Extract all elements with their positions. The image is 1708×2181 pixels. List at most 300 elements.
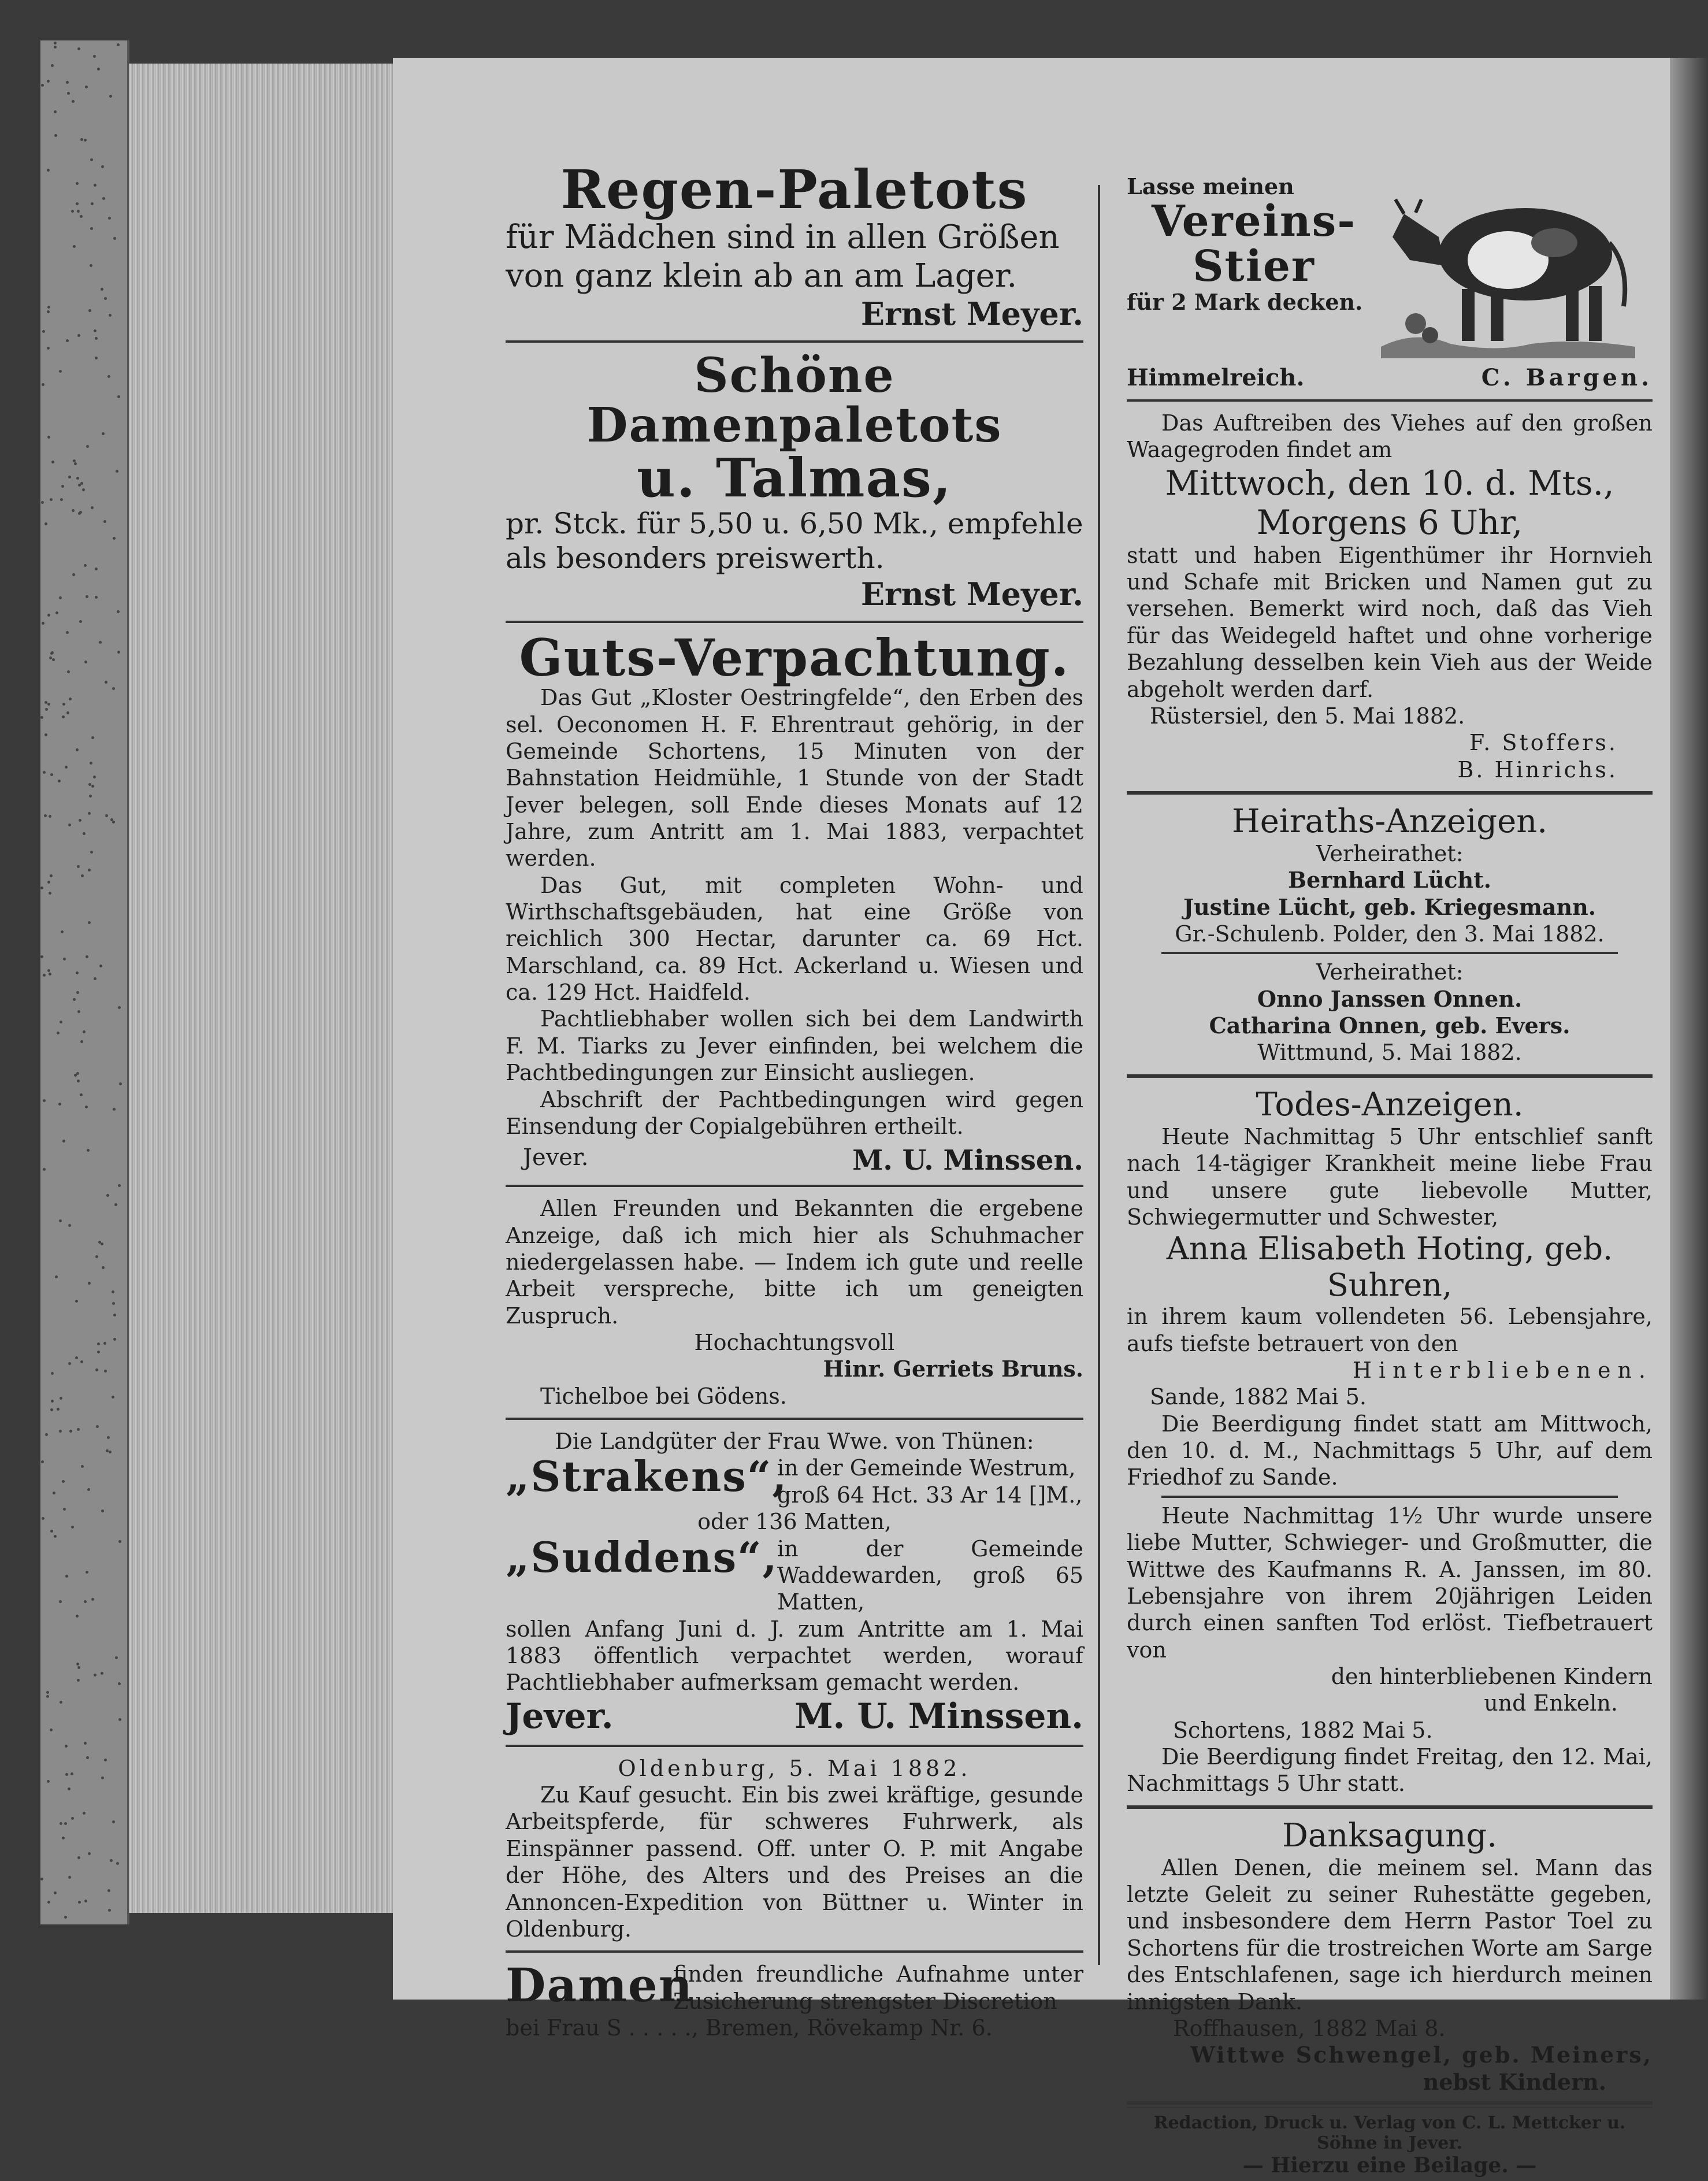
divider [506, 1418, 1083, 1420]
divider [506, 621, 1083, 623]
cover-speck [66, 631, 69, 634]
cover-speck [88, 812, 91, 815]
section-danksagung [1127, 1817, 1653, 2095]
ad-zu-kauf [506, 1755, 1083, 1943]
cover-speck [54, 134, 57, 137]
cover-speck [75, 1356, 78, 1359]
ad-paragraph: Das Auftreiben des Viehes auf den großen Waagegroden findet am [1127, 410, 1653, 463]
cover-speck [51, 1400, 54, 1403]
person-name: Catharina Onnen, geb. Evers. [1209, 1012, 1570, 1039]
ad-viehauftrieb [1127, 410, 1653, 783]
cover-speck [41, 84, 44, 87]
ad-title: Schöne Damenpaletots [586, 347, 1002, 454]
cover-speck [51, 461, 54, 463]
cover-speck [98, 1241, 101, 1244]
cover-speck [42, 1517, 44, 1520]
ad-signature: Wittwe Schwengel, geb. Meiners, [1190, 2042, 1653, 2068]
ad-date: Morgens 6 Uhr, [1256, 502, 1523, 542]
cover-speck [87, 1488, 90, 1491]
ad-signature: den hinterbliebenen Kindern [1331, 1663, 1653, 1689]
cover-speck [84, 1742, 87, 1745]
cover-speck [112, 1396, 114, 1399]
cover-speck [117, 395, 120, 398]
cover-speck [76, 748, 79, 751]
cover-speck [67, 92, 70, 95]
cover-speck [70, 1772, 73, 1775]
cover-speck [69, 1430, 72, 1433]
cover-speck [91, 736, 94, 739]
cover-speck [109, 1451, 112, 1453]
ad-title: Regen-Paletots [560, 158, 1028, 221]
cover-speck [91, 785, 94, 788]
cover-speck [88, 1852, 91, 1855]
ad-paragraph: Die Beerdigung findet statt am Mittwoch, den 10. d. M., Nachmittags 5 Uhr, auf dem Friedhof zu Sande. [1127, 1411, 1653, 1490]
ad-paragraph: statt und haben Eigenthümer ihr Hornvieh und Schafe mit Bricken und Namen gut zu versehen. Bemerkt wird noch, daß das Vieh für das Weidegeld haftet und ohne vorherige Bezahlung desselben kein Vieh aus der Weide abgeholt werden darf. [1127, 542, 1653, 702]
ad-signature: Ernst Meyer. [860, 295, 1083, 332]
estate-desc: in der Gemeinde Westrum, [777, 1455, 1076, 1481]
cover-speck [117, 651, 120, 654]
cover-speck [88, 309, 91, 312]
ad-title: Guts-Verpachtung. [519, 627, 1070, 688]
cover-speck [90, 227, 93, 230]
cover-speck [72, 509, 75, 512]
cover-speck [65, 766, 68, 769]
cover-speck [115, 1656, 118, 1659]
cover-speck [112, 1290, 114, 1293]
cover-speck [47, 310, 50, 313]
cover-speck [55, 1275, 58, 1278]
bull-icon [1381, 173, 1635, 364]
ad-date: Mittwoch, den 10. d. Mts., [1165, 463, 1614, 503]
cover-speck [62, 715, 65, 718]
cover-speck [51, 651, 54, 654]
cover-speck [65, 1745, 68, 1748]
cover-speck [76, 202, 79, 205]
cover-speck [47, 169, 50, 172]
cover-speck [84, 139, 87, 142]
ad-vereins-stier [1127, 173, 1653, 391]
cover-speck [47, 1901, 50, 1904]
cover-speck [62, 703, 65, 706]
cover-speck [104, 297, 107, 300]
cover-speck [47, 80, 50, 83]
cover-speck [97, 1351, 100, 1353]
cover-speck [59, 1600, 62, 1603]
estate-desc: in der Gemeinde Waddewarden, groß 65 Matten, [777, 1535, 1083, 1615]
cover-speck [109, 314, 112, 317]
cover-speck [95, 337, 98, 340]
ad-dateline: Oldenburg, 5. Mai 1882. [618, 1755, 971, 1781]
cover-speck [47, 347, 50, 350]
ad-paragraph: Die Beerdigung findet Freitag, den 12. Mai, Nachmittags 5 Uhr statt. [1127, 1744, 1653, 1797]
column-rule [1098, 185, 1100, 1965]
cover-speck [83, 1030, 86, 1033]
ad-signature: und Enkeln. [1484, 1690, 1618, 1716]
divider [506, 340, 1083, 343]
cover-speck [54, 1535, 57, 1538]
cover-speck [77, 1010, 80, 1013]
cover-speck [53, 1492, 55, 1494]
ad-paragraph: Pachtliebhaber wollen sich bei dem Landwirth F. M. Tiarks zu Jever einfinden, bei welchem die Pachtbedingungen zur Einsicht ausliegen. [506, 1006, 1083, 1086]
cover-speck [59, 596, 62, 599]
cover-speck [99, 965, 102, 967]
cover-speck [86, 445, 89, 448]
ad-intro: Die Landgüter der Frau Wwe. von Thünen: [555, 1429, 1034, 1455]
ad-signature: M. U. Minssen. [794, 1696, 1083, 1737]
cover-speck [50, 773, 53, 776]
cover-speck [118, 1184, 121, 1187]
cover-speck [113, 1314, 116, 1316]
ad-signature: Ernst Meyer. [860, 575, 1083, 613]
cover-speck [47, 306, 50, 309]
cover-speck [42, 383, 44, 386]
cover-speck [113, 1338, 116, 1341]
ad-paragraph: Heute Nachmittag 5 Uhr entschlief sanft nach 14-tägiger Krankheit meine liebe Frau und unsere gute liebevolle Mutter, Schwiegermutter und Schwester, [1127, 1123, 1653, 1230]
ad-place: Jever. [506, 1696, 614, 1737]
cover-speck [75, 1300, 78, 1303]
ad-title: Damen [506, 1958, 693, 2013]
book-cover-edge [40, 40, 129, 1924]
cover-speck [84, 661, 87, 663]
cover-speck [97, 68, 100, 71]
cover-speck [60, 1397, 62, 1400]
cover-speck [72, 573, 75, 576]
cover-speck [67, 670, 70, 673]
cover-speck [112, 1302, 115, 1305]
cover-speck [41, 501, 44, 504]
cover-speck [116, 1862, 119, 1865]
cover-speck [47, 703, 50, 706]
cover-speck [45, 708, 48, 711]
divider [1127, 791, 1653, 795]
ad-paragraph: finden freundliche Aufnahme unter Zusicherung strengster Discretion [673, 1961, 1083, 2014]
cover-speck [103, 1342, 106, 1345]
cover-speck [84, 1600, 87, 1603]
cover-speck [119, 1082, 122, 1085]
cover-speck [66, 711, 69, 714]
cover-speck [88, 921, 91, 924]
cover-speck [43, 1168, 46, 1171]
ad-schuhmacher [506, 1195, 1083, 1410]
cover-speck [60, 498, 63, 501]
cover-speck [93, 55, 96, 58]
cover-speck [72, 100, 75, 103]
divider [1127, 2101, 1653, 2105]
cover-speck [97, 1342, 100, 1345]
cover-speck [76, 1663, 79, 1666]
ad-paragraph: bei Frau S . . . . ., Bremen, Rövekamp Nr. 6. [506, 2015, 993, 2041]
ad-dateline: Roffhausen, 1882 Mai 8. [1173, 2015, 1446, 2041]
ad-paragraph: Allen Denen, die meinem sel. Mann das letzte Geleit zu seiner Ruhestätte gegeben, und insbesondere dem Herrn Pastor Toel zu Schortens für die trostreichen Worte am Sarge des Entschlafenen, sage ich hierdurch meinen innigsten Dank. [1127, 1854, 1653, 2015]
cover-speck [61, 485, 64, 488]
cover-speck [118, 1682, 121, 1685]
cover-speck [83, 832, 86, 835]
cover-speck [64, 1916, 67, 1919]
cover-speck [94, 329, 96, 332]
cover-speck [107, 375, 110, 378]
cover-speck [68, 824, 71, 826]
ad-line: Lasse meinen [1127, 173, 1294, 199]
cover-speck [52, 658, 55, 661]
ad-place: Tichelboe bei Gödens. [540, 1383, 787, 1409]
cover-speck [60, 1021, 62, 1023]
cover-speck [118, 1718, 121, 1721]
cover-speck [76, 1072, 79, 1075]
cover-speck [74, 462, 77, 465]
cover-speck [50, 1530, 53, 1533]
cover-speck [101, 1776, 104, 1779]
cover-speck [65, 1773, 68, 1776]
cover-speck [47, 1780, 50, 1783]
divider [1127, 2107, 1653, 2108]
divider [1161, 1496, 1618, 1498]
divider [506, 1185, 1083, 1187]
cover-speck [106, 1194, 109, 1197]
cover-speck [79, 620, 82, 623]
ad-title: Vereins- [1151, 196, 1357, 246]
cover-speck [85, 86, 88, 88]
cover-speck [68, 1224, 71, 1227]
cover-speck [108, 1909, 111, 1912]
cover-speck [76, 971, 79, 974]
cover-speck [84, 1900, 87, 1902]
ad-line: für Mädchen sind in allen Größen [506, 218, 1060, 256]
cover-speck [77, 334, 80, 337]
cover-speck [61, 930, 64, 933]
cover-speck [50, 1408, 53, 1411]
cover-speck [58, 1103, 61, 1106]
person-name: Anna Elisabeth Hoting, geb. Suhren, [1166, 1230, 1613, 1304]
cover-speck [91, 1598, 94, 1601]
cover-speck [101, 288, 103, 291]
cover-speck [113, 537, 116, 540]
cover-speck [76, 1615, 79, 1618]
cover-speck [71, 1817, 74, 1820]
cover-speck [90, 851, 93, 854]
cover-speck [85, 1106, 88, 1108]
cover-speck [49, 815, 51, 818]
cover-speck [80, 1040, 83, 1043]
cover-speck [57, 1408, 60, 1411]
cover-speck [95, 1368, 98, 1371]
cover-speck [69, 698, 72, 700]
cover-speck [101, 165, 104, 168]
cover-speck [66, 81, 69, 84]
cover-speck [77, 47, 80, 50]
cover-speck [42, 622, 44, 625]
cover-speck [108, 217, 111, 220]
divider [1127, 1805, 1653, 1809]
ad-dateline: Rüstersiel, den 5. Mai 1882. [1150, 703, 1465, 729]
cover-speck [59, 1219, 62, 1222]
cover-speck [78, 484, 81, 487]
cover-speck [65, 1575, 68, 1578]
cover-speck [60, 1822, 62, 1825]
cover-speck [118, 1540, 121, 1543]
cover-speck [104, 1370, 107, 1373]
cover-speck [113, 237, 116, 240]
ad-place: Jever. [523, 1144, 589, 1171]
cover-speck [110, 1859, 113, 1862]
cover-speck [90, 762, 92, 765]
cover-speck [112, 1820, 115, 1823]
cover-speck [105, 681, 107, 684]
cover-speck [80, 1360, 83, 1363]
section-title: Danksagung. [1282, 1816, 1498, 1854]
cover-speck [78, 512, 81, 515]
cover-speck [54, 110, 57, 113]
cover-speck [104, 1759, 107, 1761]
cover-speck [46, 1695, 49, 1698]
cover-speck [102, 197, 105, 200]
cover-speck [43, 1099, 46, 1102]
divider [1127, 1074, 1653, 1078]
cover-speck [101, 1672, 103, 1675]
ad-dateline: Gr.-Schulenb. Polder, den 3. Mai 1882. [1175, 921, 1605, 947]
cover-speck [47, 436, 50, 439]
newspaper-page [393, 58, 1670, 2178]
cover-speck [62, 1140, 65, 1143]
cover-speck [68, 476, 71, 479]
ad-paragraph: Abschrift der Pachtbedingungen wird gegen Einsendung der Copialgebühren ertheilt. [506, 1086, 1083, 1139]
ad-place: Himmelreich. [1127, 364, 1305, 391]
ad-guts-verpachtung [506, 627, 1083, 1177]
cover-speck [54, 46, 57, 49]
estate-desc: groß 64 Hct. 33 Ar 14 []M., [777, 1482, 1083, 1508]
ad-line: für 2 Mark decken. [1127, 289, 1363, 316]
cover-speck [88, 1282, 91, 1285]
ad-signature: F. Stoffers. [1469, 730, 1618, 756]
ad-signature: M. U. Minssen. [852, 1144, 1083, 1177]
divider [506, 1745, 1083, 1747]
cover-speck [93, 776, 96, 778]
cover-speck [51, 64, 54, 67]
cover-speck [50, 874, 53, 877]
ad-signature: Hinr. Gerriets Bruns. [823, 1356, 1083, 1382]
cover-speck [95, 357, 98, 359]
ad-line: als besonders preiswerth. [506, 541, 885, 575]
cover-speck [84, 564, 87, 567]
section-label: Verheirathet: [1316, 840, 1464, 866]
cover-speck [43, 771, 46, 774]
cover-speck [77, 1679, 80, 1682]
right-column [1127, 173, 1653, 2181]
cover-speck [76, 991, 79, 994]
cover-speck [54, 1891, 57, 1894]
cover-speck [87, 1149, 90, 1152]
section-label: Verheirathet: [1316, 959, 1464, 985]
cover-speck [76, 182, 79, 185]
ad-paragraph: Heute Nachmittag 1½ Uhr wurde unsere liebe Mutter, Schwieger- und Großmutter, die Wittwe des Kaufmanns R. A. Janssen, im 80. Lebensjahre von ihrem 20jährigen Leiden durch einen sanften Tod erlöst. Tiefbetrauert von [1127, 1503, 1653, 1663]
cover-speck [44, 814, 47, 817]
cover-speck [50, 498, 53, 501]
cover-speck [80, 138, 83, 141]
section-todes [1127, 1086, 1653, 1797]
cover-speck [107, 1436, 110, 1439]
section-title: Todes-Anzeigen. [1256, 1085, 1524, 1123]
ad-line: von ganz klein ab an am Lager. [506, 257, 1018, 295]
cover-speck [59, 1430, 62, 1433]
page-gutter-shadow [1670, 58, 1708, 2000]
cover-speck [47, 969, 50, 972]
cover-speck [86, 1756, 89, 1759]
cover-speck [49, 656, 52, 659]
ad-signature: Hinterbliebenen. [1352, 1357, 1653, 1383]
cover-speck [118, 1006, 121, 1009]
cover-speck [91, 506, 94, 509]
cover-speck [103, 520, 106, 523]
cover-speck [117, 43, 120, 46]
cover-speck [110, 818, 113, 821]
divider [1127, 399, 1653, 402]
ad-line: pr. Stck. für 5,50 u. 6,50 Mk., empfehle [506, 506, 1083, 540]
ad-paragraph: Allen Freunden und Bekannten die ergebene Anzeige, daß ich mich hier als Schuhmacher niedergelassen habe. — Indem ich gute und reelle Arbeit verspreche, bitte ich um geneigten Zuspruch. [506, 1196, 1083, 1329]
cover-speck [83, 1812, 86, 1815]
estate-name: „Suddens“, [506, 1532, 778, 1582]
cover-speck [47, 614, 50, 617]
cover-speck [76, 477, 79, 480]
cover-speck [109, 95, 112, 98]
cover-speck [63, 1508, 66, 1511]
cover-speck [86, 595, 88, 598]
cover-speck [89, 795, 92, 798]
cover-speck [86, 955, 88, 958]
page-stack [127, 64, 395, 1913]
cover-speck [102, 1266, 105, 1269]
cover-speck [55, 611, 58, 614]
cover-speck [94, 184, 96, 187]
cover-speck [117, 610, 120, 613]
cover-speck [77, 1428, 80, 1431]
cover-speck [95, 596, 98, 599]
cover-speck [79, 819, 81, 822]
cover-speck [49, 892, 51, 895]
divider [1161, 952, 1618, 954]
cover-speck [58, 780, 61, 782]
cover-speck [64, 1822, 67, 1825]
cover-speck [80, 1093, 83, 1096]
cover-speck [51, 1372, 54, 1375]
section-title: Heiraths-Anzeigen. [1231, 802, 1548, 840]
cover-speck [41, 1460, 44, 1463]
cover-speck [77, 210, 80, 213]
cover-speck [114, 1203, 117, 1206]
cover-speck [68, 1362, 71, 1365]
ad-title: u. Talmas, [637, 447, 952, 510]
ad-title: Stier [1193, 241, 1315, 291]
cover-speck [40, 716, 43, 719]
cover-speck [50, 1729, 53, 1731]
cover-speck [102, 432, 105, 435]
cover-speck [116, 470, 118, 473]
cover-speck [66, 339, 69, 342]
cover-speck [57, 1032, 60, 1034]
person-name: Justine Lücht, geb. Kriegesmann. [1183, 893, 1596, 920]
ad-paragraph: Das Gut, mit completen Wohn- und Wirthschaftsgebäuden, hat eine Größe von reichlich 300 Hectar, darunter ca. 69 Hct. Marschland, ca. 89 Hct. Ackerland u. Wiesen und ca. 129 Hct. Haidfeld. [506, 872, 1083, 1006]
ad-paragraph: in ihrem kaum vollendeten 56. Lebensjahre, aufs tiefste betrauert von den [1127, 1304, 1653, 1356]
ad-signature: C. Bargen. [1481, 364, 1653, 391]
imprint: Redaction, Druck u. Verlag von C. L. Mettcker u. Söhne in Jever. [1153, 2112, 1626, 2153]
cover-speck [73, 245, 76, 248]
cover-speck [40, 1878, 43, 1880]
cover-speck [94, 977, 96, 980]
cover-speck [62, 1837, 65, 1839]
cover-speck [68, 1787, 70, 1790]
cover-speck [81, 1465, 84, 1468]
person-name: Onno Janssen Onnen. [1257, 985, 1523, 1012]
cover-speck [95, 567, 98, 570]
cover-speck [77, 865, 80, 868]
